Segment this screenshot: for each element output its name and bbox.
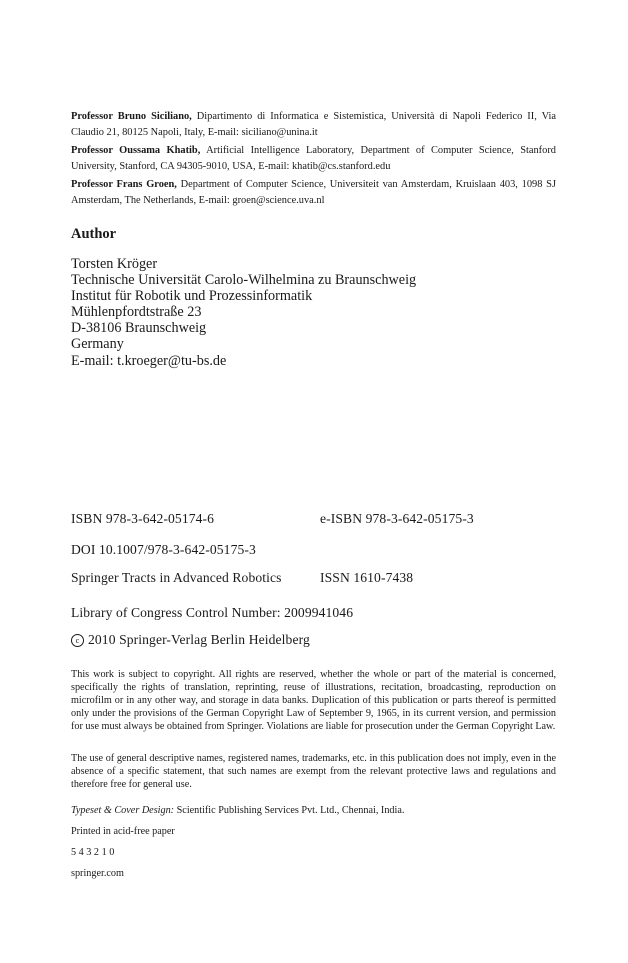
loc-number: Library of Congress Control Number: 2009941046 bbox=[71, 605, 354, 620]
issn: ISSN 1610-7438 bbox=[320, 570, 414, 585]
legal-notice: This work is subject to copyright. All rights are reserved, whether the whole or part of the material is concerned, specifically the rights of translation, reprinting, reuse of illustrations, recitation, broadcasting, reproduction on microfilm or in any other way, and storage in data banks. Duplication of this publication or parts thereof is permitted only under the provisions of the German Copyright Law of September 9, 1965, in its current version, and permission for use must always be obtained from Springer. Violations are liable for prosecution under the German Copyright Law. bbox=[71, 669, 556, 733]
author-city: D-38106 Braunschweig bbox=[71, 320, 207, 337]
series-row bbox=[71, 570, 414, 586]
doi: DOI 10.1007/978-3-642-05175-3 bbox=[71, 542, 256, 557]
printed-note: Printed in acid-free paper bbox=[71, 826, 175, 837]
author-university: Technische Universität Carolo-Wilhelmina zu Braunschweig bbox=[71, 272, 417, 289]
editor-affiliation: Dipartimento di Informatica e Sistemistica, Università di Napoli Federico II, Via Claudio 21, 80125 Napoli, Italy, E-mail: siciliano@unina.it bbox=[71, 111, 556, 138]
copyright-text: 2010 Springer-Verlag Berlin Heidelberg bbox=[88, 632, 310, 647]
author-street: Mühlenpfordtstraße 23 bbox=[71, 304, 202, 321]
eisbn: e-ISBN 978-3-642-05175-3 bbox=[320, 511, 474, 526]
editor-name: Professor Oussama Khatib, bbox=[71, 145, 201, 156]
author-email: E-mail: t.kroeger@tu-bs.de bbox=[71, 352, 227, 369]
editor-affiliation: Artificial Intelligence Laboratory, Department of Computer Science, Stanford University, Stanford, CA 94305-9010, USA, E-mail: khatib@cs.stanford.edu bbox=[71, 145, 556, 172]
trademark-notice: The use of general descriptive names, registered names, trademarks, etc. in this publication does not imply, even in the absence of a specific statement, that such names are exempt from the relevant protective laws and regulations and therefore free for general use. bbox=[71, 753, 556, 791]
series-title: Springer Tracts in Advanced Robotics bbox=[71, 570, 282, 585]
author-name: Torsten Kröger bbox=[71, 256, 158, 272]
author-institute: Institut für Robotik und Prozessinformatik bbox=[71, 288, 313, 305]
typeset-credit bbox=[71, 805, 404, 816]
author-address bbox=[71, 256, 416, 369]
author-heading: Author bbox=[71, 226, 117, 242]
editor-name: Professor Frans Groen, bbox=[71, 179, 177, 190]
print-line: 5 4 3 2 1 0 bbox=[71, 847, 115, 858]
website: springer.com bbox=[71, 868, 124, 879]
editor-entry bbox=[71, 109, 556, 141]
isbn-row bbox=[71, 511, 474, 527]
copyright-line bbox=[71, 632, 310, 648]
typeset-text: Scientific Publishing Services Pvt. Ltd., Chennai, India. bbox=[174, 805, 405, 816]
editor-name: Professor Bruno Siciliano, bbox=[71, 111, 192, 122]
copyright-icon: c bbox=[71, 634, 84, 647]
series-editors bbox=[71, 109, 556, 211]
editor-affiliation: Department of Computer Science, Universiteit van Amsterdam, Kruislaan 403, 1098 SJ Amsterdam, The Netherlands, E-mail: groen@science.uva.nl bbox=[71, 179, 557, 206]
author-country: Germany bbox=[71, 336, 124, 353]
editor-entry bbox=[71, 143, 556, 175]
editor-entry bbox=[71, 177, 556, 209]
isbn: ISBN 978-3-642-05174-6 bbox=[71, 511, 215, 526]
typeset-label: Typeset & Cover Design: bbox=[71, 805, 175, 816]
